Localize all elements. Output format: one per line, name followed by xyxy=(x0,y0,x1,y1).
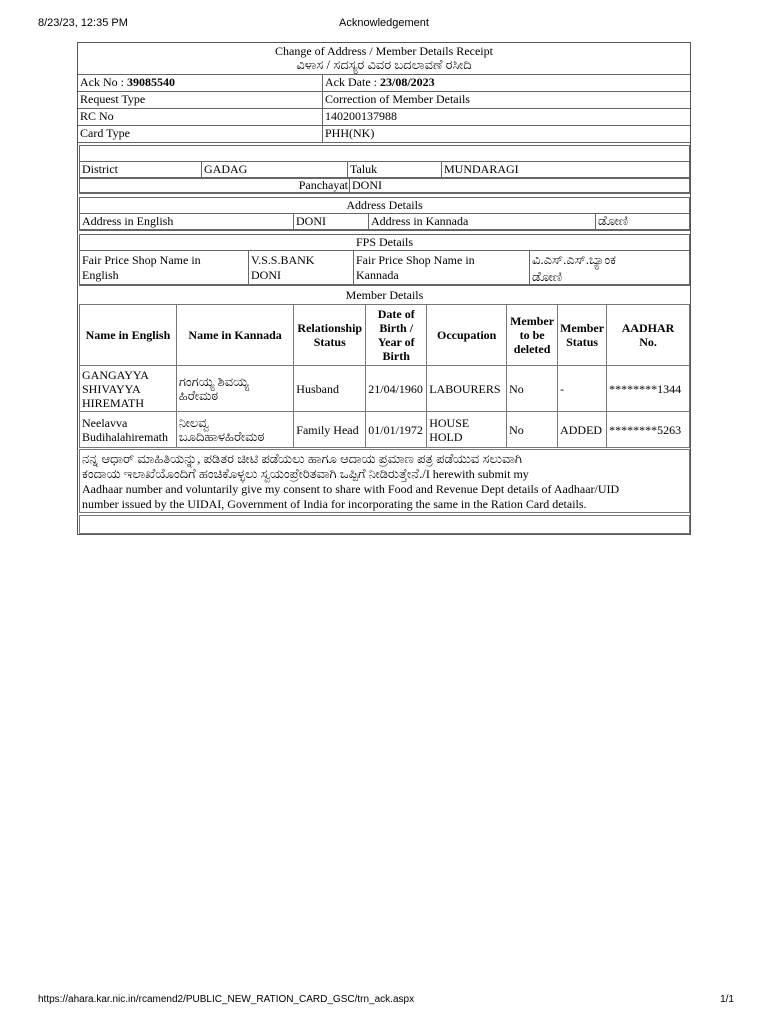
ack-date-value: 23/08/2023 xyxy=(379,75,435,89)
fps-name-english-label xyxy=(80,250,249,285)
fps-name-english-label-line2: English xyxy=(82,268,119,282)
rc-no-value: 140200137988 xyxy=(323,109,690,126)
member-name-kannada: ಗಂಗಯ್ಯ ಶಿವಯ್ಯ ಹಿರೇಮಠ xyxy=(176,366,293,412)
member-status: - xyxy=(558,366,607,412)
spacer-row xyxy=(79,145,690,162)
receipt-frame xyxy=(77,42,691,535)
address-row xyxy=(79,213,690,231)
member-relationship: Husband xyxy=(294,366,366,412)
print-page-title: Acknowledgement xyxy=(339,17,429,29)
consent-kannada-line2: ಕಂದಾಯ ಇಲಾಖೆಯೊಂದಿಗೆ ಹಂಚಿಕೊಳ್ಳಲು ಸ್ವಯಂಪ್ರೇರಿತವಾಗಿ ಒಪ್ಪಿಗೆ ನೀಡಿರುತ್ತೇನೆ./ xyxy=(82,466,426,481)
col-name-english: Name in English xyxy=(80,305,177,366)
print-timestamp: 8/23/23, 12:35 PM xyxy=(38,17,128,29)
receipt-title xyxy=(78,43,690,75)
member-section-title: Member Details xyxy=(345,288,424,302)
member-table-header xyxy=(80,305,690,366)
footer-blank-row xyxy=(79,515,690,534)
col-member-status: Member Status xyxy=(558,305,607,366)
fps-name-kannada-label-line1: Fair Price Shop Name in xyxy=(356,253,475,267)
col-name-kannada: Name in Kannada xyxy=(176,305,293,366)
district-label: District xyxy=(80,161,202,178)
request-type-row xyxy=(78,92,690,109)
receipt-title-kannada: ವಿಳಾಸ / ಸದಸ್ಯರ ವಿವರ ಬದಲಾವಣೆ ರಸೀದಿ xyxy=(296,57,472,72)
district-row xyxy=(79,161,690,179)
panchayat-row xyxy=(79,178,690,194)
member-to-be-deleted: No xyxy=(507,412,558,448)
address-kannada-value: ಡೋಣಿ xyxy=(596,213,689,230)
address-english-label: Address in English xyxy=(80,213,294,230)
consent-english-line3: number issued by the UIDAI, Government of India for incorporating the same in the Ration Card details. xyxy=(82,497,587,511)
member-name-kannada: ನೀಲವ್ವ ಬೂದಿಹಾಳಹಿರೇಮಠ xyxy=(176,412,293,448)
fps-row xyxy=(79,250,690,286)
consent-english-line2: Aadhaar number and voluntarily give my consent to share with Food and Revenue Dept details of Aadhaar/UID xyxy=(82,482,620,496)
member-relationship: Family Head xyxy=(294,412,366,448)
address-section-title: Address Details xyxy=(79,197,690,214)
request-type-label: Request Type xyxy=(78,92,323,109)
member-aadhar: ********5263 xyxy=(607,412,690,448)
print-page-number: 1/1 xyxy=(720,994,734,1005)
print-url: https://ahara.kar.nic.in/rcamend2/PUBLIC_NEW_RATION_CARD_GSC/trn_ack.aspx xyxy=(38,994,415,1005)
fps-name-english-value-line1: V.S.S.BANK xyxy=(251,253,315,267)
receipt-title-english: Change of Address / Member Details Receipt xyxy=(275,44,493,58)
ack-date-cell xyxy=(323,75,690,92)
ack-row xyxy=(78,75,690,92)
district-value: GADAG xyxy=(202,161,348,178)
card-type-row xyxy=(78,126,690,143)
table-row xyxy=(80,366,690,412)
card-type-value: PHH(NK) xyxy=(323,126,690,143)
col-member-to-be-deleted: Member to be deleted xyxy=(507,305,558,366)
taluk-value: MUNDARAGI xyxy=(442,161,689,178)
address-kannada-label: Address in Kannada xyxy=(369,213,596,230)
request-type-value: Correction of Member Details xyxy=(323,92,690,109)
member-dob: 21/04/1960 xyxy=(366,366,427,412)
consent-kannada-line1: ನನ್ನ ಆಧಾರ್ ಮಾಹಿತಿಯನ್ನು, ಪಡಿತರ ಚೀಟಿ ಪಡೆಯಲು ಹಾಗೂ ಆದಾಯ ಪ್ರಮಾಣ ಪತ್ರ ಪಡೆಯುವ ಸಲುವಾಗಿ xyxy=(82,451,523,466)
member-aadhar: ********1344 xyxy=(607,366,690,412)
member-occupation: LABOURERS xyxy=(427,366,507,412)
fps-name-english-value-line2: DONI xyxy=(251,268,281,282)
panchayat-label: Panchayat xyxy=(80,178,350,193)
fps-section-title: FPS Details xyxy=(79,234,690,251)
address-english-value: DONI xyxy=(294,213,369,230)
col-occupation: Occupation xyxy=(427,305,507,366)
card-type-label: Card Type xyxy=(78,126,323,143)
fps-name-kannada-value-line2: ಡೋಣಿ xyxy=(532,269,563,284)
col-relationship: Relationship Status xyxy=(294,305,366,366)
ack-no-value: 39085540 xyxy=(127,75,175,89)
member-name-english: GANGAYYA SHIVAYYA HIREMATH xyxy=(80,366,177,412)
fps-name-english-value xyxy=(249,250,354,285)
table-row xyxy=(80,412,690,448)
consent-english-line1: I herewith submit my xyxy=(425,467,529,481)
member-to-be-deleted: No xyxy=(507,366,558,412)
member-occupation: HOUSE HOLD xyxy=(427,412,507,448)
rc-no-row xyxy=(78,109,690,126)
panchayat-value: DONI xyxy=(350,178,689,193)
col-aadhar: AADHAR No. xyxy=(607,305,690,366)
fps-name-kannada-value-line1: ವಿ.ಎಸ್.ಎಸ್.ಬ್ಯಾಂಕ xyxy=(532,252,616,267)
fps-name-english-label-line1: Fair Price Shop Name in xyxy=(82,253,201,267)
rc-no-label: RC No xyxy=(78,109,323,126)
ack-no-label: Ack No : xyxy=(80,75,127,89)
fps-name-kannada-label xyxy=(354,250,530,285)
ack-no-cell xyxy=(78,75,323,92)
fps-name-kannada-value xyxy=(530,250,689,285)
taluk-label: Taluk xyxy=(348,161,442,178)
fps-name-kannada-label-line2: Kannada xyxy=(356,268,399,282)
aadhaar-consent-text xyxy=(79,449,690,513)
member-name-english: Neelavva Budihalahiremath xyxy=(80,412,177,448)
col-dob: Date of Birth / Year of Birth xyxy=(366,305,427,366)
member-status: ADDED xyxy=(558,412,607,448)
ack-date-label: Ack Date : xyxy=(325,75,380,89)
member-dob: 01/01/1972 xyxy=(366,412,427,448)
member-table xyxy=(79,304,690,448)
